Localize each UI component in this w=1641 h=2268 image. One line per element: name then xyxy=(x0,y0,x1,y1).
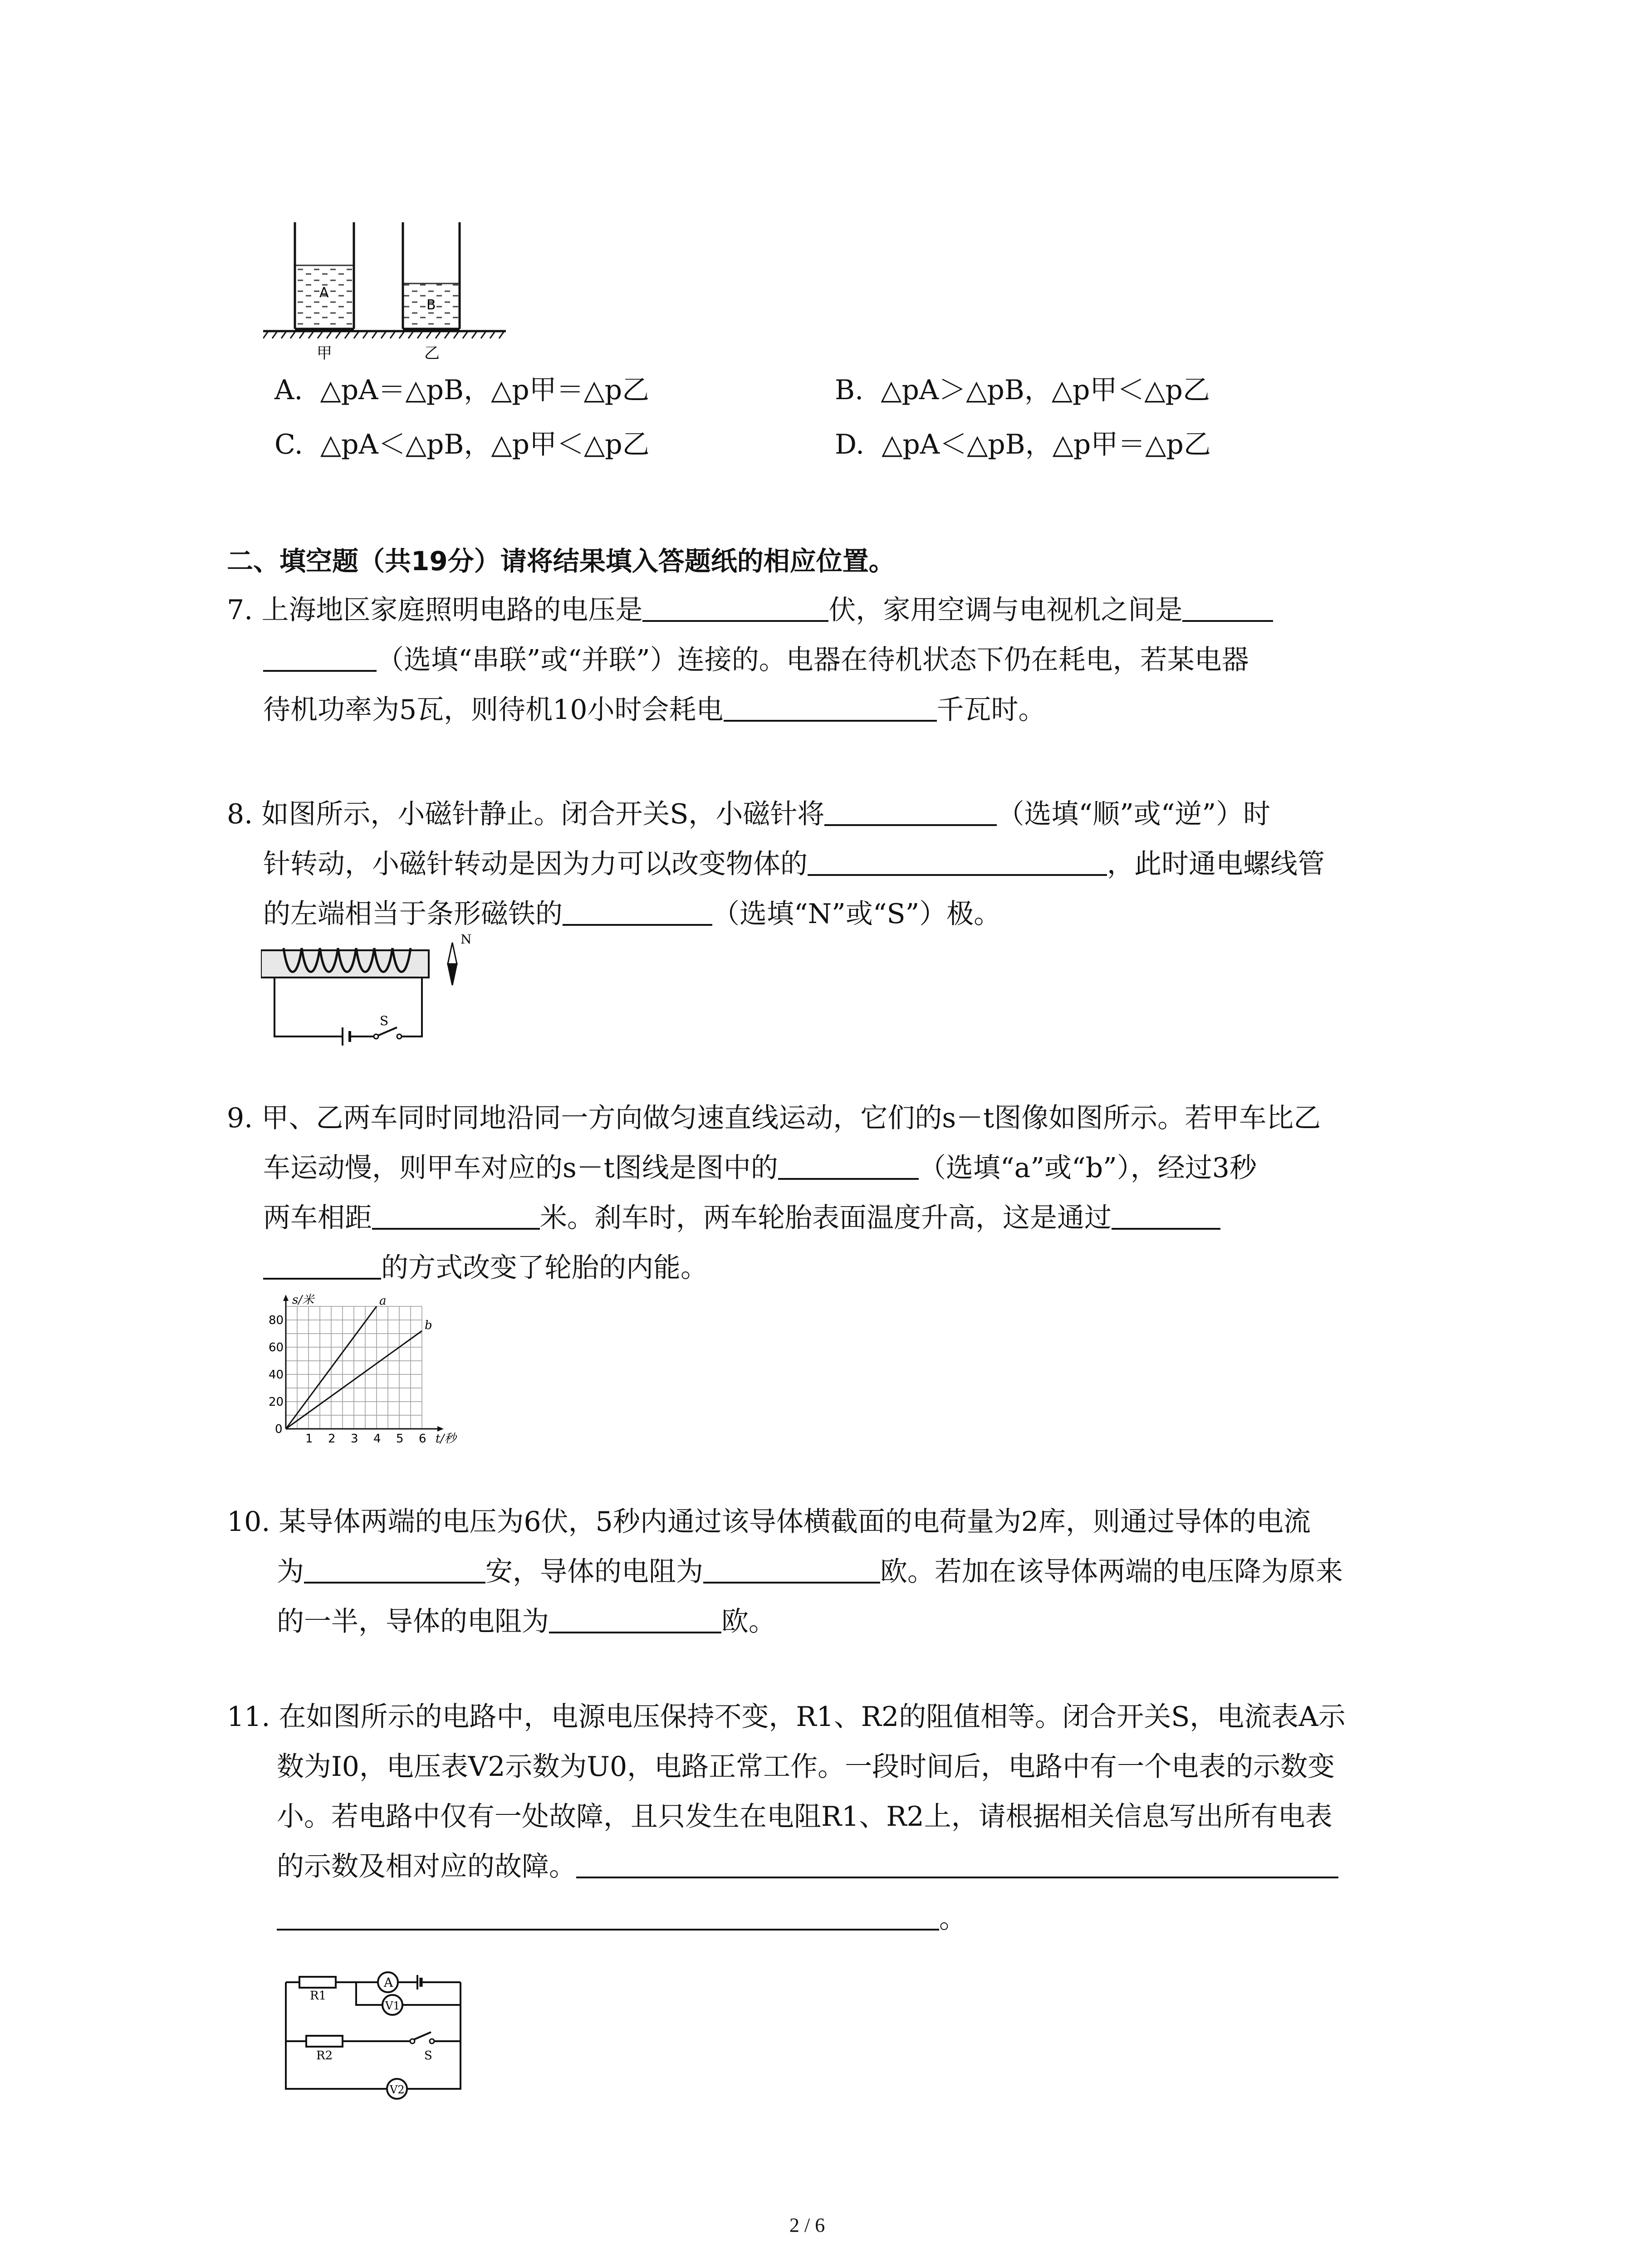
x-tick-label: 1 xyxy=(305,1432,313,1446)
y-axis-label: s/米 xyxy=(292,1293,314,1307)
answer-blank[interactable] xyxy=(808,849,1107,876)
option-letter: B. xyxy=(835,374,864,406)
x-tick-label: 3 xyxy=(351,1432,358,1446)
q8-line-1: 8. 如图所示，小磁针静止。闭合开关S，小磁针将 （选填“顺”或“逆”）时 xyxy=(227,798,1271,830)
ammeter-label: A xyxy=(384,1975,393,1990)
option-text: △pA＞△pB，△p甲＜△p乙 xyxy=(881,374,1210,406)
resistor-2-label: R2 xyxy=(316,2049,333,2063)
y-tick-label: 40 xyxy=(269,1368,284,1382)
q7-line-1: 7. 上海地区家庭照明电路的电压是 伏，家用空调与电视机之间是 xyxy=(227,585,1273,635)
q8-line-2: 针转动，小磁针转动是因为力可以改变物体的 ，此时通电螺线管 xyxy=(263,848,1325,880)
answer-blank[interactable] xyxy=(563,899,712,926)
answer-blank[interactable] xyxy=(1182,595,1273,622)
q11-line-3: 小。若电路中仅有一处故障，且只发生在电阻R1、R2上，请根据相关信息写出所有电表 xyxy=(277,1801,1332,1833)
answer-blank[interactable] xyxy=(372,1202,540,1230)
answer-blank[interactable] xyxy=(277,1903,939,1931)
voltmeter-1-label: V1 xyxy=(385,1999,400,2012)
q9-line-1: 9. 甲、乙两车同时同地沿同一方向做匀速直线运动，它们的s－t图像如图所示。若甲车比乙 xyxy=(227,1102,1321,1134)
question-number: 7. xyxy=(227,594,253,626)
answer-blank[interactable] xyxy=(576,1851,1338,1878)
series-label-b: b xyxy=(425,1319,432,1332)
q6-option-d xyxy=(835,426,1211,463)
x-axis-arrow xyxy=(437,1426,444,1432)
q11-line-1: 11. 在如图所示的电路中，电源电压保持不变，R1、R2的阻值相等。闭合开关S，电流表A示 xyxy=(227,1701,1346,1733)
option-letter: D. xyxy=(835,429,865,460)
container-jia-label: 甲 xyxy=(317,344,332,362)
liquid-b-label: B xyxy=(426,297,436,313)
answer-blank[interactable] xyxy=(642,595,828,622)
y-tick-label: 20 xyxy=(269,1395,284,1409)
y-tick-label: 0 xyxy=(275,1422,283,1436)
question-number: 9. xyxy=(227,1102,253,1134)
q6-containers-figure xyxy=(263,222,517,372)
option-letter: A. xyxy=(274,374,303,406)
q9-st-chart xyxy=(254,1293,472,1447)
answer-blank[interactable] xyxy=(263,645,377,672)
q11-circuit-figure xyxy=(279,1969,470,2105)
q6-option-a xyxy=(274,372,649,408)
compass-n-label: N xyxy=(460,934,472,947)
answer-blank[interactable] xyxy=(724,694,937,722)
q9-line-4: 的方式改变了轮胎的内能。 xyxy=(263,1243,708,1293)
switch-s-label: S xyxy=(380,1013,389,1028)
option-text: △pA＜△pB，△p甲＜△p乙 xyxy=(320,429,650,460)
answer-blank[interactable] xyxy=(1112,1202,1220,1230)
q11-line-2: 数为I0，电压表V2示数为U0，电路正常工作。一段时间后，电路中有一个电表的示数变 xyxy=(277,1751,1335,1783)
q9-line-3: 两车相距 米。刹车时，两车轮胎表面温度升高，这是通过 xyxy=(263,1193,1220,1243)
answer-blank[interactable] xyxy=(263,1252,381,1280)
section-heading: 二、填空题（共19分）请将结果填入答题纸的相应位置。 xyxy=(227,546,895,577)
question-number: 10. xyxy=(227,1506,270,1538)
answer-blank[interactable] xyxy=(824,799,997,826)
q6-option-b xyxy=(835,372,1210,408)
q8-line-3: 的左端相当于条形磁铁的 （选填“N”或“S”）极。 xyxy=(263,898,1001,930)
q7-line-2: （选填“串联”或“并联”）连接的。电器在待机状态下仍在耗电，若某电器 xyxy=(263,635,1249,685)
voltmeter-2-label: V2 xyxy=(390,2083,405,2096)
question-number: 8. xyxy=(227,798,253,830)
q11-line-4: 的示数及相对应的故障。 xyxy=(277,1842,1338,1892)
q10-line-2: 为 安，导体的电阻为 欧。若加在该导体两端的电压降为原来 xyxy=(277,1556,1343,1588)
q10-line-3: 的一半，导体的电阻为 欧。 xyxy=(277,1606,776,1637)
q10-line-1: 10. 某导体两端的电压为6伏，5秒内通过该导体横截面的电荷量为2库，则通过导体的电流 xyxy=(227,1506,1311,1538)
q7-line-3: 待机功率为5瓦，则待机10小时会耗电 千瓦时。 xyxy=(263,694,1046,726)
q6-option-c xyxy=(274,426,650,463)
y-axis-arrow xyxy=(283,1295,289,1301)
x-axis-label: t/秒 xyxy=(436,1432,456,1446)
x-tick-label: 2 xyxy=(328,1432,336,1446)
y-tick-label: 80 xyxy=(269,1314,284,1327)
series-label-a: a xyxy=(379,1294,387,1308)
resistor-1-label: R1 xyxy=(310,1989,327,2003)
answer-blank[interactable] xyxy=(778,1153,919,1180)
page-number: 2 / 6 xyxy=(789,2214,825,2236)
answer-blank[interactable] xyxy=(703,1556,880,1584)
question-number: 11. xyxy=(227,1701,270,1733)
option-letter: C. xyxy=(274,429,303,460)
container-yi-label: 乙 xyxy=(424,344,440,362)
q8-solenoid-circuit-figure xyxy=(261,934,506,1052)
x-tick-label: 6 xyxy=(419,1432,426,1446)
x-tick-label: 5 xyxy=(396,1432,404,1446)
q11-line-5: 。 xyxy=(277,1894,966,1944)
answer-blank[interactable] xyxy=(304,1556,485,1584)
option-text: △pA＜△pB，△p甲＝△p乙 xyxy=(882,429,1211,460)
liquid-a-label: A xyxy=(319,285,329,301)
x-tick-label: 4 xyxy=(373,1432,381,1446)
y-tick-label: 60 xyxy=(269,1341,284,1354)
switch-s-label: S xyxy=(424,2049,432,2063)
q9-line-2: 车运动慢，则甲车对应的s－t图线是图中的 （选填“a”或“b”），经过3秒 xyxy=(263,1152,1257,1184)
answer-blank[interactable] xyxy=(549,1606,721,1633)
option-text: △pA＝△pB，△p甲＝△p乙 xyxy=(320,374,650,406)
